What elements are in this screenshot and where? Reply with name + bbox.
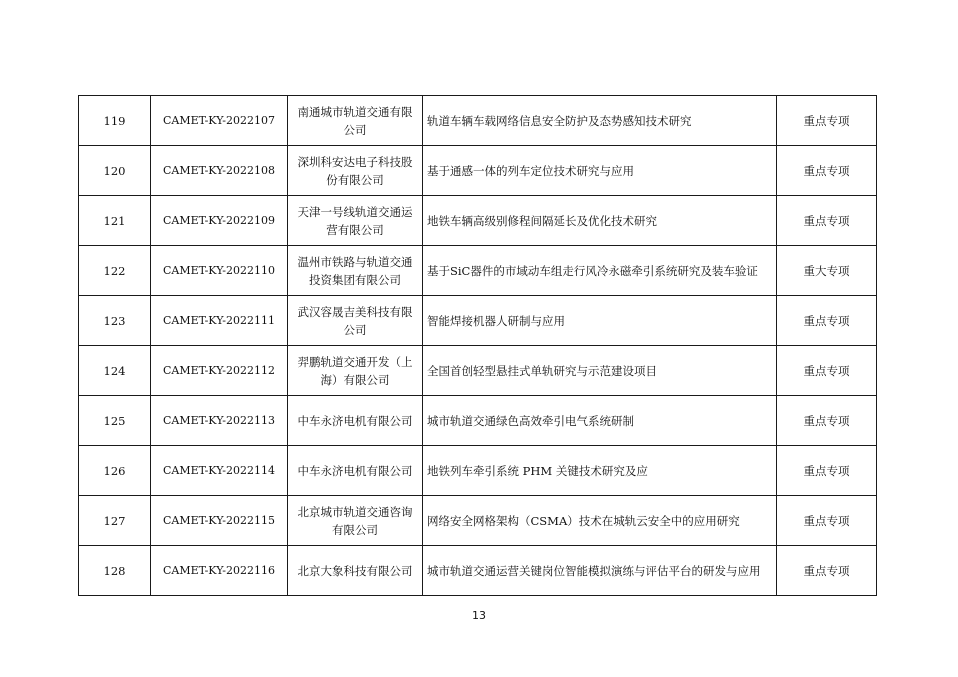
organization-name: 北京大象科技有限公司 — [288, 546, 423, 596]
table-row — [79, 246, 877, 296]
row-number: 124 — [79, 346, 151, 396]
project-code: CAMET-KY-2022111 — [151, 296, 288, 346]
project-code: CAMET-KY-2022112 — [151, 346, 288, 396]
page-number: 13 — [472, 609, 486, 622]
table-row — [79, 346, 877, 396]
project-code: CAMET-KY-2022114 — [151, 446, 288, 496]
project-code: CAMET-KY-2022110 — [151, 246, 288, 296]
row-number: 122 — [79, 246, 151, 296]
project-category: 重点专项 — [777, 546, 877, 596]
project-title: 地铁车辆高级别修程间隔延长及优化技术研究 — [423, 196, 777, 246]
project-code: CAMET-KY-2022115 — [151, 496, 288, 546]
organization-name: 武汉容晟吉美科技有限公司 — [288, 296, 423, 346]
project-category: 重点专项 — [777, 346, 877, 396]
project-title: 地铁列车牵引系统 PHM 关键技术研究及应 — [423, 446, 777, 496]
table-row — [79, 96, 877, 146]
project-category: 重点专项 — [777, 296, 877, 346]
table-row — [79, 396, 877, 446]
project-category: 重点专项 — [777, 96, 877, 146]
organization-name: 中车永济电机有限公司 — [288, 396, 423, 446]
row-number: 126 — [79, 446, 151, 496]
row-number: 123 — [79, 296, 151, 346]
project-category: 重点专项 — [777, 396, 877, 446]
organization-name: 深圳科安达电子科技股份有限公司 — [288, 146, 423, 196]
row-number: 125 — [79, 396, 151, 446]
project-code: CAMET-KY-2022108 — [151, 146, 288, 196]
row-number: 121 — [79, 196, 151, 246]
project-title: 基于SiC器件的市域动车组走行风冷永磁牵引系统研究及装车验证 — [423, 246, 777, 296]
project-category: 重点专项 — [777, 146, 877, 196]
table-row — [79, 546, 877, 596]
organization-name: 南通城市轨道交通有限公司 — [288, 96, 423, 146]
organization-name: 中车永济电机有限公司 — [288, 446, 423, 496]
project-code: CAMET-KY-2022109 — [151, 196, 288, 246]
project-category: 重点专项 — [777, 496, 877, 546]
project-title: 基于通感一体的列车定位技术研究与应用 — [423, 146, 777, 196]
project-table-body — [79, 96, 877, 596]
project-code: CAMET-KY-2022113 — [151, 396, 288, 446]
organization-name: 北京城市轨道交通咨询有限公司 — [288, 496, 423, 546]
project-title: 城市轨道交通绿色高效牵引电气系统研制 — [423, 396, 777, 446]
project-title: 网络安全网格架构（CSMA）技术在城轨云安全中的应用研究 — [423, 496, 777, 546]
organization-name: 天津一号线轨道交通运营有限公司 — [288, 196, 423, 246]
project-category: 重大专项 — [777, 246, 877, 296]
row-number: 127 — [79, 496, 151, 546]
table-row — [79, 296, 877, 346]
table-row — [79, 146, 877, 196]
table-row — [79, 496, 877, 546]
table-row — [79, 446, 877, 496]
row-number: 120 — [79, 146, 151, 196]
project-code: CAMET-KY-2022107 — [151, 96, 288, 146]
project-table — [78, 95, 877, 596]
organization-name: 温州市铁路与轨道交通投资集团有限公司 — [288, 246, 423, 296]
row-number: 119 — [79, 96, 151, 146]
row-number: 128 — [79, 546, 151, 596]
project-title: 智能焊接机器人研制与应用 — [423, 296, 777, 346]
organization-name: 羿鹏轨道交通开发（上海）有限公司 — [288, 346, 423, 396]
project-category: 重点专项 — [777, 196, 877, 246]
project-title: 城市轨道交通运营关键岗位智能模拟演练与评估平台的研发与应用 — [423, 546, 777, 596]
project-code: CAMET-KY-2022116 — [151, 546, 288, 596]
project-title: 全国首创轻型悬挂式单轨研究与示范建设项目 — [423, 346, 777, 396]
project-title: 轨道车辆车载网络信息安全防护及态势感知技术研究 — [423, 96, 777, 146]
project-category: 重点专项 — [777, 446, 877, 496]
table-row — [79, 196, 877, 246]
